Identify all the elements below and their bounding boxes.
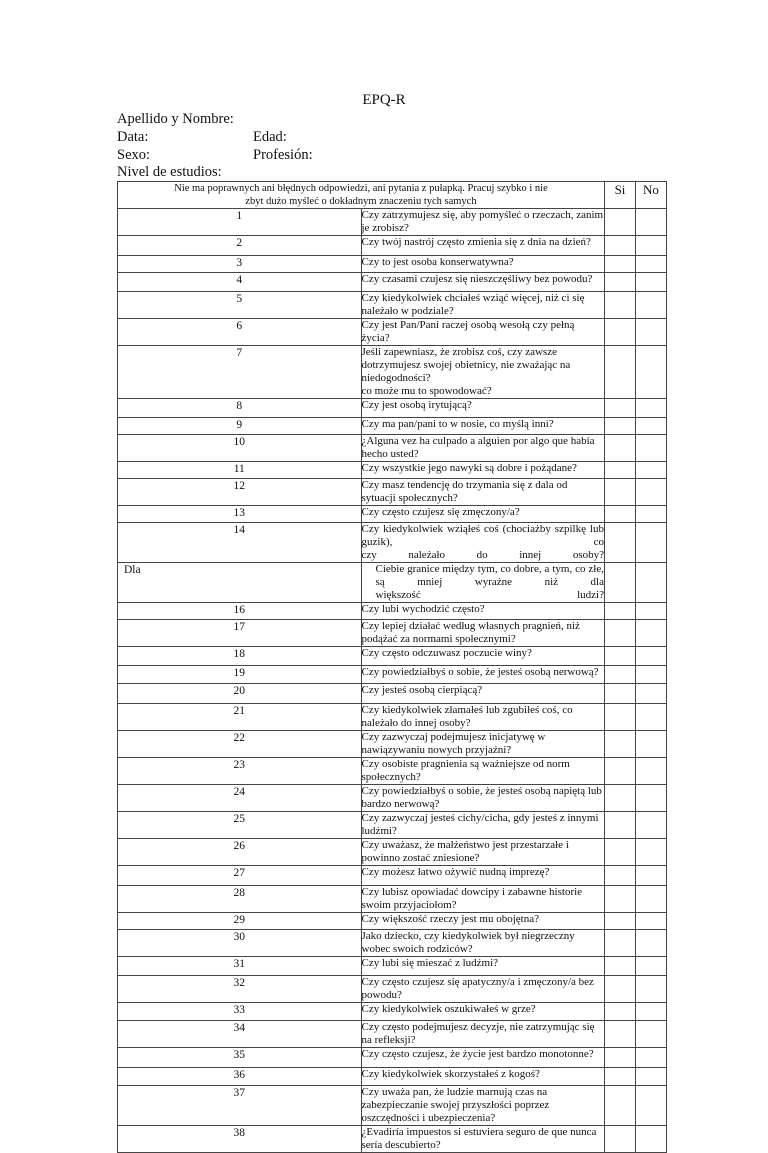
answer-no-cell[interactable] xyxy=(636,930,667,957)
question-row xyxy=(118,731,667,758)
question-number: 37 xyxy=(118,1086,362,1126)
column-header-si: Si xyxy=(605,182,636,209)
question-text-line: Czy jest osobą irytującą? xyxy=(361,399,472,411)
question-row xyxy=(118,930,667,957)
question-text xyxy=(361,1048,605,1068)
question-text-line: czy należało do innej osoby? xyxy=(361,549,604,561)
question-number: Dla xyxy=(118,563,362,603)
question-text xyxy=(361,1068,605,1086)
question-text xyxy=(361,603,605,620)
question-row xyxy=(118,273,667,292)
answer-no-cell[interactable] xyxy=(636,1126,667,1153)
question-number: 13 xyxy=(118,506,362,523)
question-number: 34 xyxy=(118,1021,362,1048)
question-row xyxy=(118,435,667,462)
question-number: 20 xyxy=(118,684,362,704)
question-number: 38 xyxy=(118,1126,362,1153)
answer-no-cell[interactable] xyxy=(636,785,667,812)
question-row xyxy=(118,913,667,930)
answer-no-cell[interactable] xyxy=(636,506,667,523)
question-number: 16 xyxy=(118,603,362,620)
question-row xyxy=(118,1048,667,1068)
question-text-line: Czy często czujesz się apatyczny/a i zmęczony/a bez powodu? xyxy=(361,976,594,1001)
profession-field-label: Profesión: xyxy=(253,147,313,163)
question-row xyxy=(118,1003,667,1021)
question-number: 10 xyxy=(118,435,362,462)
question-text xyxy=(361,620,605,647)
answer-no-cell[interactable] xyxy=(636,1003,667,1021)
question-text xyxy=(361,976,605,1003)
question-row xyxy=(118,462,667,479)
question-text-line: większość ludzi? xyxy=(375,589,604,601)
answer-no-cell[interactable] xyxy=(636,684,667,704)
answer-si-cell[interactable] xyxy=(605,684,636,704)
question-number: 32 xyxy=(118,976,362,1003)
question-text-line: Czy często czujesz, że życie jest bardzo monotonne? xyxy=(361,1048,594,1060)
answer-no-cell[interactable] xyxy=(636,523,667,563)
answer-no-cell[interactable] xyxy=(636,236,667,256)
question-number: 35 xyxy=(118,1048,362,1068)
question-number: 9 xyxy=(118,418,362,435)
answer-no-cell[interactable] xyxy=(636,209,667,236)
sex-field-label: Sexo: xyxy=(117,147,151,163)
answer-no-cell[interactable] xyxy=(636,435,667,462)
question-text-line: Czy powiedziałbyś o sobie, że jesteś osobą napiętą lub bardzo nerwową? xyxy=(361,785,602,810)
question-text-line: Ciebie granice między tym, co dobre, a tym, co złe, są mniej wyraźne niż dla xyxy=(375,563,604,588)
question-text xyxy=(361,666,605,684)
question-text xyxy=(361,292,605,319)
answer-no-cell[interactable] xyxy=(636,256,667,273)
question-row xyxy=(118,1068,667,1086)
answer-si-cell[interactable] xyxy=(605,812,636,839)
question-number: 26 xyxy=(118,839,362,866)
answer-no-cell[interactable] xyxy=(636,812,667,839)
answer-no-cell[interactable] xyxy=(636,462,667,479)
answer-no-cell[interactable] xyxy=(636,563,667,603)
answer-no-cell[interactable] xyxy=(636,399,667,418)
question-row xyxy=(118,647,667,666)
answer-si-cell[interactable] xyxy=(605,785,636,812)
question-row xyxy=(118,812,667,839)
question-number: 14 xyxy=(118,523,362,563)
question-row xyxy=(118,886,667,913)
answer-no-cell[interactable] xyxy=(636,479,667,506)
answer-no-cell[interactable] xyxy=(636,666,667,684)
answer-no-cell[interactable] xyxy=(636,603,667,620)
question-number: 29 xyxy=(118,913,362,930)
question-text xyxy=(361,462,605,479)
answer-si-cell[interactable] xyxy=(605,209,636,236)
question-text-line: Czy zazwyczaj jesteś cichy/cicha, gdy jesteś z innymi ludźmi? xyxy=(361,812,599,837)
answer-si-cell[interactable] xyxy=(605,647,636,666)
answer-si-cell[interactable] xyxy=(605,273,636,292)
answer-si-cell[interactable] xyxy=(605,1048,636,1068)
answer-si-cell[interactable] xyxy=(605,346,636,399)
question-row xyxy=(118,209,667,236)
answer-si-cell[interactable] xyxy=(605,319,636,346)
question-text-line: Jeśli zapewniasz, że zrobisz coś, czy zawsze dotrzymujesz swojej obietnicy, nie zważając na niedogodności? xyxy=(361,346,571,384)
question-number: 6 xyxy=(118,319,362,346)
question-row xyxy=(118,399,667,418)
answer-si-cell[interactable] xyxy=(605,418,636,435)
answer-si-cell[interactable] xyxy=(605,731,636,758)
question-row xyxy=(118,418,667,435)
question-number: 1 xyxy=(118,209,362,236)
question-number: 7 xyxy=(118,346,362,399)
question-text xyxy=(361,563,605,603)
question-row xyxy=(118,785,667,812)
answer-si-cell[interactable] xyxy=(605,886,636,913)
answer-si-cell[interactable] xyxy=(605,506,636,523)
answer-si-cell[interactable] xyxy=(605,292,636,319)
answer-si-cell[interactable] xyxy=(605,1068,636,1086)
question-text-line: Czy często czujesz się zmęczony/a? xyxy=(361,506,520,518)
question-row xyxy=(118,684,667,704)
question-text-line: Czy lubi wychodzić często? xyxy=(361,603,485,615)
question-text-line: Czy kiedykolwiek oszukiwałeś w grze? xyxy=(361,1003,536,1015)
question-text-line: Czy uważa pan, że ludzie marnują czas na zabezpieczanie swojej przyszłości poprzez oszczędności i ubezpieczenia? xyxy=(361,1086,550,1124)
question-text-line: Czy zatrzymujesz się, aby pomyśleć o rzeczach, zanim je zrobisz? xyxy=(361,209,604,234)
question-text xyxy=(361,758,605,785)
question-text-line: Czy powiedziałbyś o sobie, że jesteś osobą nerwową? xyxy=(361,666,599,678)
question-row xyxy=(118,957,667,976)
column-header-no: No xyxy=(636,182,667,209)
question-number: 4 xyxy=(118,273,362,292)
answer-no-cell[interactable] xyxy=(636,273,667,292)
answer-no-cell[interactable] xyxy=(636,1048,667,1068)
question-text-line: Czy kiedykolwiek chciałeś wziąć więcej, niż ci się należało w podziale? xyxy=(361,292,585,317)
question-number: 22 xyxy=(118,731,362,758)
question-text-line: Czy wszystkie jego nawyki są dobre i pożądane? xyxy=(361,462,577,474)
question-text xyxy=(361,930,605,957)
answer-no-cell[interactable] xyxy=(636,1021,667,1048)
question-text-line: Czy możesz łatwo ożywić nudną imprezę? xyxy=(361,866,550,878)
questionnaire-table xyxy=(117,181,667,1153)
question-number: 25 xyxy=(118,812,362,839)
question-text xyxy=(361,273,605,292)
instructions-line-1: Nie ma poprawnych ani błędnych odpowiedzi, ani pytania z pułapką. Pracuj szybko i nie xyxy=(174,183,548,194)
question-row xyxy=(118,620,667,647)
answer-si-cell[interactable] xyxy=(605,976,636,1003)
question-text xyxy=(361,839,605,866)
question-text xyxy=(361,1021,605,1048)
question-number: 36 xyxy=(118,1068,362,1086)
question-text xyxy=(361,346,605,399)
question-text-line: Czy uważasz, że małżeństwo jest przestarzałe i powinno zostać zniesione? xyxy=(361,839,569,864)
question-text xyxy=(361,506,605,523)
answer-no-cell[interactable] xyxy=(636,1086,667,1126)
age-field-label: Edad: xyxy=(253,129,287,145)
answer-no-cell[interactable] xyxy=(636,346,667,399)
answer-no-cell[interactable] xyxy=(636,319,667,346)
question-text xyxy=(361,435,605,462)
question-row xyxy=(118,563,667,603)
question-text-line: Czy kiedykolwiek wziąłeś coś (chociażby szpilkę lub guzik), co xyxy=(361,523,604,548)
answer-si-cell[interactable] xyxy=(605,1003,636,1021)
answer-si-cell[interactable] xyxy=(605,563,636,603)
question-row xyxy=(118,866,667,886)
answer-si-cell[interactable] xyxy=(605,913,636,930)
question-text xyxy=(361,399,605,418)
question-row xyxy=(118,256,667,273)
question-text xyxy=(361,209,605,236)
question-number: 21 xyxy=(118,704,362,731)
question-text xyxy=(361,523,605,563)
answer-si-cell[interactable] xyxy=(605,839,636,866)
question-row xyxy=(118,346,667,399)
question-number: 27 xyxy=(118,866,362,886)
question-number: 33 xyxy=(118,1003,362,1021)
question-number: 30 xyxy=(118,930,362,957)
answer-si-cell[interactable] xyxy=(605,866,636,886)
question-text-line: Czy osobiste pragnienia są ważniejsze od norm społecznych? xyxy=(361,758,570,783)
question-text xyxy=(361,1126,605,1153)
answer-si-cell[interactable] xyxy=(605,399,636,418)
question-number: 2 xyxy=(118,236,362,256)
answer-no-cell[interactable] xyxy=(636,731,667,758)
date-field-label: Data: xyxy=(117,129,149,145)
question-text xyxy=(361,957,605,976)
answer-si-cell[interactable] xyxy=(605,603,636,620)
question-number: 5 xyxy=(118,292,362,319)
question-number: 24 xyxy=(118,785,362,812)
question-number: 31 xyxy=(118,957,362,976)
question-number: 3 xyxy=(118,256,362,273)
question-text xyxy=(361,647,605,666)
question-row xyxy=(118,523,667,563)
question-text xyxy=(361,418,605,435)
answer-si-cell[interactable] xyxy=(605,1021,636,1048)
question-text xyxy=(361,812,605,839)
answer-no-cell[interactable] xyxy=(636,418,667,435)
answer-no-cell[interactable] xyxy=(636,913,667,930)
question-text-line: Czy często podejmujesz decyzje, nie zatrzymując się na refleksji? xyxy=(361,1021,595,1046)
answer-si-cell[interactable] xyxy=(605,462,636,479)
answer-no-cell[interactable] xyxy=(636,957,667,976)
question-text xyxy=(361,866,605,886)
question-text-line: ¿Alguna vez ha culpado a alguien por algo que había hecho usted? xyxy=(361,435,595,460)
answer-no-cell[interactable] xyxy=(636,976,667,1003)
answer-si-cell[interactable] xyxy=(605,1126,636,1153)
answer-si-cell[interactable] xyxy=(605,666,636,684)
answer-no-cell[interactable] xyxy=(636,758,667,785)
answer-si-cell[interactable] xyxy=(605,930,636,957)
question-row xyxy=(118,704,667,731)
question-text-line: Czy kiedykolwiek skorzystałeś z kogoś? xyxy=(361,1068,540,1080)
question-row xyxy=(118,236,667,256)
question-text-line: Jako dziecko, czy kiedykolwiek był niegrzeczny wobec swoich rodziców? xyxy=(361,930,575,955)
question-text-line: Czy czasami czujesz się nieszczęśliwy bez powodu? xyxy=(361,273,593,285)
answer-no-cell[interactable] xyxy=(636,1068,667,1086)
question-text-line: Czy kiedykolwiek złamałeś lub zgubiłeś coś, co należało do innej osoby? xyxy=(361,704,573,729)
question-text-line: Czy lubi się mieszać z ludźmi? xyxy=(361,957,499,969)
question-text-line: Czy ma pan/pani to w nosie, co myślą inni? xyxy=(361,418,554,430)
question-text-line: Czy często odczuwasz poczucie winy? xyxy=(361,647,532,659)
answer-si-cell[interactable] xyxy=(605,236,636,256)
question-row xyxy=(118,319,667,346)
question-number: 18 xyxy=(118,647,362,666)
question-text xyxy=(361,785,605,812)
answer-si-cell[interactable] xyxy=(605,620,636,647)
question-text xyxy=(361,684,605,704)
question-text xyxy=(361,731,605,758)
question-row xyxy=(118,1086,667,1126)
question-text xyxy=(361,913,605,930)
answer-no-cell[interactable] xyxy=(636,866,667,886)
document-title: EPQ-R xyxy=(362,92,406,108)
answer-si-cell[interactable] xyxy=(605,479,636,506)
question-text xyxy=(361,1086,605,1126)
answer-no-cell[interactable] xyxy=(636,886,667,913)
answer-no-cell[interactable] xyxy=(636,620,667,647)
answer-no-cell[interactable] xyxy=(636,647,667,666)
question-number: 8 xyxy=(118,399,362,418)
question-text-line: Czy lubisz opowiadać dowcipy i zabawne historie swoim przyjaciołom? xyxy=(361,886,583,911)
question-text-line: ¿Evadiría impuestos si estuviera seguro de que nunca sería descubierto? xyxy=(361,1126,597,1151)
question-number: 11 xyxy=(118,462,362,479)
question-row xyxy=(118,506,667,523)
question-text xyxy=(361,886,605,913)
question-text-line: Czy twój nastrój często zmienia się z dnia na dzień? xyxy=(361,236,591,248)
question-text xyxy=(361,479,605,506)
instructions-line-2: zbyt dużo myśleć o dokładnym znaczeniu tych samych xyxy=(245,196,477,207)
question-text-line: Czy jesteś osobą cierpiącą? xyxy=(361,684,483,696)
name-field-label: Apellido y Nombre: xyxy=(117,111,234,127)
question-text-line: Czy to jest osoba konserwatywna? xyxy=(361,256,514,268)
answer-si-cell[interactable] xyxy=(605,704,636,731)
question-row xyxy=(118,603,667,620)
question-text-line: Czy jest Pan/Pani raczej osobą wesołą czy pełną życia? xyxy=(361,319,575,344)
question-number: 17 xyxy=(118,620,362,647)
question-row xyxy=(118,758,667,785)
question-row xyxy=(118,976,667,1003)
question-text-line: Czy masz tendencję do trzymania się z dala od sytuacji społecznych? xyxy=(361,479,568,504)
table-header-row xyxy=(118,182,667,209)
question-row xyxy=(118,292,667,319)
answer-si-cell[interactable] xyxy=(605,1086,636,1126)
question-number: 12 xyxy=(118,479,362,506)
question-row xyxy=(118,666,667,684)
question-number: 19 xyxy=(118,666,362,684)
question-row xyxy=(118,479,667,506)
question-text xyxy=(361,319,605,346)
question-text xyxy=(361,256,605,273)
question-text xyxy=(361,1003,605,1021)
question-number: 28 xyxy=(118,886,362,913)
answer-si-cell[interactable] xyxy=(605,256,636,273)
question-text-line: Czy lepiej działać według własnych pragnień, niż podążać za normami społecznymi? xyxy=(361,620,580,645)
question-text-line: co może mu to spowodować? xyxy=(361,385,492,397)
question-row xyxy=(118,839,667,866)
answer-no-cell[interactable] xyxy=(636,704,667,731)
answer-si-cell[interactable] xyxy=(605,957,636,976)
question-text-line: Czy większość rzeczy jest mu obojętna? xyxy=(361,913,539,925)
answer-si-cell[interactable] xyxy=(605,758,636,785)
question-row xyxy=(118,1021,667,1048)
instructions-cell xyxy=(118,182,605,209)
answer-no-cell[interactable] xyxy=(636,292,667,319)
answer-si-cell[interactable] xyxy=(605,435,636,462)
question-row xyxy=(118,1126,667,1153)
answer-si-cell[interactable] xyxy=(605,523,636,563)
answer-no-cell[interactable] xyxy=(636,839,667,866)
question-text xyxy=(361,236,605,256)
education-field-label: Nivel de estudios: xyxy=(117,164,222,180)
question-text xyxy=(361,704,605,731)
question-number: 23 xyxy=(118,758,362,785)
question-text-line: Czy zazwyczaj podejmujesz inicjatywę w nawiązywaniu nowych przyjaźni? xyxy=(361,731,546,756)
